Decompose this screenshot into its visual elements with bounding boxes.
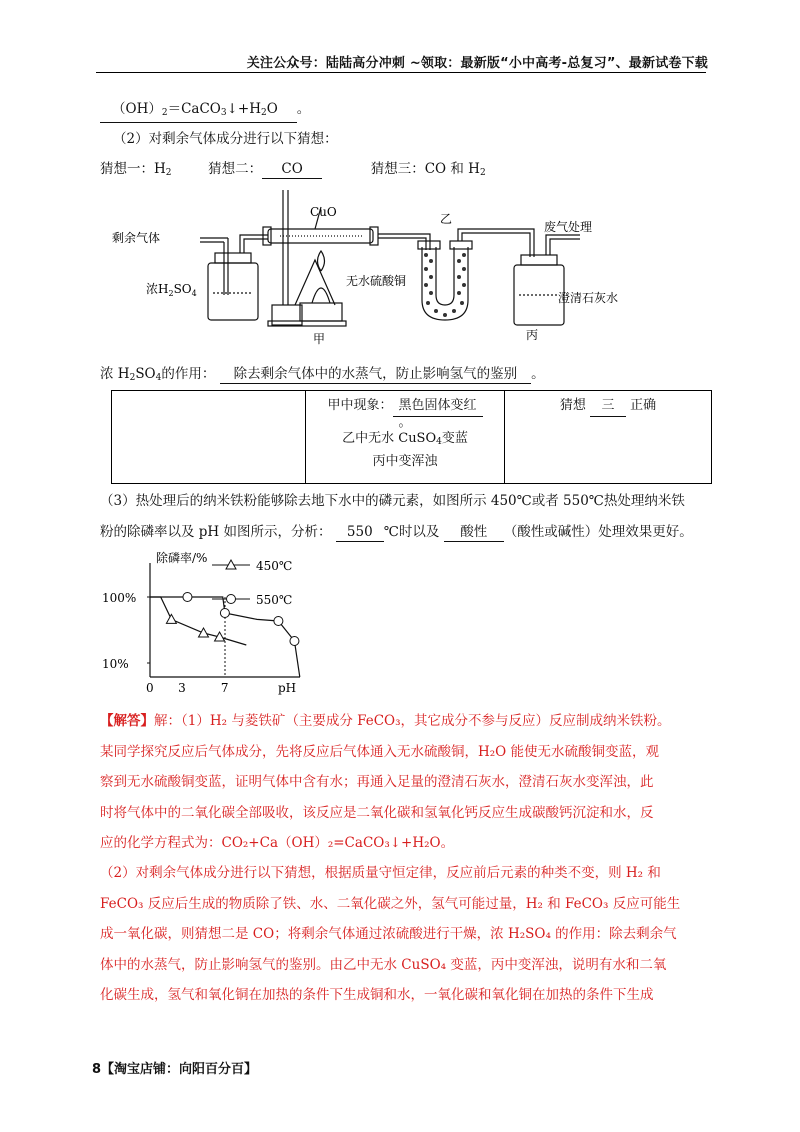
table-cell-phenomena: 甲中现象： 黑色固体变红 。 乙中无水 CuSO$_4$变蓝 丙中变浑浊: [306, 391, 505, 484]
guess-2-answer: CO: [262, 160, 322, 179]
legend-label: 550℃: [256, 593, 293, 607]
page-footer: 8【淘宝店铺：向阳百分百】: [92, 1062, 258, 1077]
answer-line-1: 【解答】解：（1）H₂ 与菱铁矿（主要成分 FeCO₃，其它成分不参与反应）反应制成纳米铁粉。: [100, 713, 671, 729]
circle-marker: [274, 617, 283, 626]
label-gas: 剩余气体: [112, 231, 161, 245]
answer-condition: 酸性: [444, 523, 504, 542]
label-waste: 废气处理: [544, 220, 593, 234]
answer-line-6: （2）对剩余气体成分进行以下猜想，根据质量守恒定律，反应前后元素的种类不变，则 H₂ 和: [100, 865, 661, 881]
dephosphorization-chart: [100, 545, 360, 700]
label-jia: 甲: [313, 332, 326, 346]
answer-line-2: 某同学探究反应后气体成分，先将反应后气体通入无水硫酸铜，H₂O 能使无水硫酸铜变蓝，观: [100, 744, 660, 760]
experiment-table: [111, 390, 712, 484]
label-limewater: 澄清石灰水: [558, 291, 619, 305]
x-tick-label: 7: [220, 681, 229, 695]
label-h2so4: 浓$H_2SO_4$: [146, 282, 197, 298]
label-yi: 乙: [440, 212, 453, 226]
chart-ylabel: 除磷率/%: [156, 551, 208, 565]
equation-line: $(OH)_2=CaCO_3↓+H_2O$ 。: [100, 100, 310, 123]
answer-temperature: 550: [336, 523, 384, 542]
label-cuo: CuO: [310, 205, 337, 219]
question-3-line-2: 粉的除磷率以及 pH 如图所示，分析： 550 ℃时以及 酸性 （酸性或碱性）处理效果更好。: [100, 524, 693, 540]
circle-marker: [290, 637, 299, 646]
answer-line-9: 体中的水蒸气，防止影响氢气的鉴别。由乙中无水 CuSO₄ 变蓝，丙中变浑浊，说明有水和二氧: [100, 957, 667, 973]
y-tick-label: 10%: [102, 657, 129, 671]
label-cuso4: 无水硫酸铜: [346, 274, 407, 288]
x-tick-label: 3: [178, 681, 186, 695]
legend-label: 450℃: [256, 559, 293, 573]
answer-line-5: 应的化学方程式为：CO₂+Ca（OH）₂=CaCO₃↓+H₂O。: [100, 835, 455, 851]
page-header: 关注公众号：陆陆高分冲刺 ~领取：最新版“小中高考-总复习”、最新试卷下载: [246, 56, 708, 71]
y-tick-label: 100%: [102, 591, 137, 605]
triangle-marker: [166, 614, 176, 623]
circle-marker: [183, 593, 192, 602]
question-2-intro: （2）对剩余气体成分进行以下猜想：: [113, 131, 338, 147]
circle-marker: [220, 609, 229, 618]
answer-line-4: 时将气体中的二氧化碳全部吸收，该反应是二氧化碳和氢氧化钙反应生成碳酸钙沉淀和水，反: [100, 805, 654, 821]
label-bing: 丙: [526, 328, 539, 342]
guesses-line: 猜想一：$H_2$ 猜想二： CO 猜想三：CO 和 $H_2$: [100, 161, 486, 178]
table-cell-empty: [112, 391, 306, 484]
h2so4-role-line: 浓 $H_2SO_4$的作用： 除去剩余气体中的水蒸气，防止影响氢气的鉴别 。: [100, 366, 545, 383]
answer-line-8: 成一氧化碳，则猜想二是 CO；将剩余气体通过浓硫酸进行干燥，浓 H₂SO₄ 的作用：除去剩余气: [100, 926, 677, 942]
series-line-triangle: [150, 597, 246, 645]
chart-xlabel: pH: [278, 681, 297, 695]
h2so4-role-answer: 除去剩余气体中的水蒸气，防止影响氢气的鉴别: [220, 365, 532, 384]
question-3-line-1: （3）热处理后的纳米铁粉能够除去地下水中的磷元素，如图所示 450℃或者 550℃热处理纳米铁: [100, 493, 685, 509]
x-tick-label: 0: [146, 681, 154, 695]
answer-line-7: FeCO₃ 反应后生成的物质除了铁、水、二氧化碳之外，氢气可能过量，H₂ 和 FeCO₃ 反应可能生: [100, 896, 681, 912]
legend-circle-marker: [227, 595, 236, 604]
header-rule: [96, 72, 706, 73]
answer-line-3: 察到无水硫酸铜变蓝，证明气体中含有水；再通入足量的澄清石灰水，澄清石灰水变浑浊，此: [100, 774, 654, 790]
apparatus-diagram: [100, 185, 660, 350]
triangle-marker: [199, 628, 209, 637]
answer-line-10: 化碳生成，氢气和氧化铜在加热的条件下生成铜和水，一氧化碳和氧化铜在加热的条件下生成: [100, 987, 654, 1003]
table-cell-conclusion: 猜想 三 正确: [505, 391, 712, 484]
